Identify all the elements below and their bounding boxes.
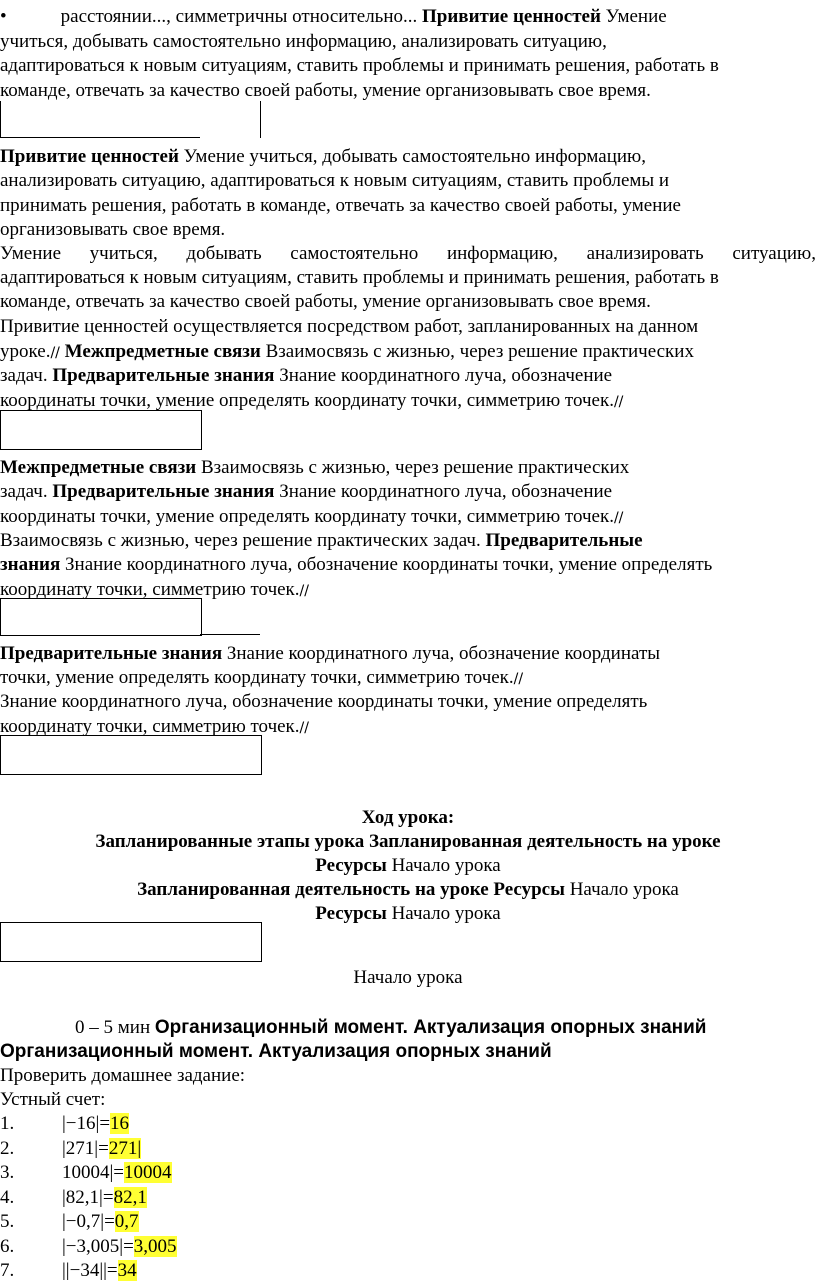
slash-glyph-icon: // <box>50 345 60 361</box>
para-3-line-5 <box>0 340 694 365</box>
heading-resources: Ресурсы <box>493 879 565 900</box>
slash-glyph-icon: // <box>299 720 309 736</box>
stage-title-repeat: Организационный момент. Актуализация опорных знаний <box>0 1041 552 1062</box>
stage-title: Организационный момент. Актуализация опорных знаний <box>154 1017 707 1038</box>
heading-activity: Запланированная деятельность на уроке <box>137 879 489 900</box>
heading-prior-knowledge: Предварительные знания <box>52 365 275 386</box>
heading-activity: Запланированная деятельность на уроке <box>369 831 721 852</box>
text-fragment: Начало урока <box>391 903 501 924</box>
para-2-line-4: организовывать свое время. <box>0 219 226 240</box>
text-fragment: координату точки, симметрию точек. <box>0 579 300 600</box>
empty-table-cell <box>0 922 262 962</box>
list-item: 5. |−0,7|=0,7 <box>0 1211 139 1232</box>
slash-glyph-icon: // <box>613 394 624 410</box>
para-4-line-2 <box>0 480 612 505</box>
para-1-line-3: адаптироваться к новым ситуациям, ставить проблемы и принимать решения, работать в <box>0 55 719 76</box>
para-3-line-4: Привитие ценностей осуществляется посредством работ, запланированных на данном <box>0 316 699 337</box>
text-fragment: Взаимосвязь с жизнью, через решение практических <box>200 457 630 478</box>
text-fragment: точки, умение определять координату точки, симметрию точек. <box>0 667 514 688</box>
text-fragment: координаты точки, умение определять координату точки, симметрию точек. <box>0 390 614 411</box>
list-item: 2. |271|=271| <box>0 1138 142 1159</box>
highlighted-answer: 16 <box>110 1113 130 1134</box>
para-5-line-1 <box>0 642 660 667</box>
list-item: 3. 10004|=10004 <box>0 1162 172 1183</box>
highlighted-answer: 10004 <box>124 1162 172 1183</box>
oral-count-label: Устный счет: <box>0 1089 106 1110</box>
empty-table-cell <box>0 735 262 775</box>
heading-resources: Ресурсы <box>315 855 387 876</box>
table-rule <box>260 101 261 138</box>
heading-resources: Ресурсы <box>315 903 387 924</box>
heading-prior-knowledge: Предварительные знания <box>52 481 275 502</box>
para-1-line-2: учиться, добывать самостоятельно информацию, анализировать ситуацию, <box>0 31 607 52</box>
list-item: 4. |82,1|=82,1 <box>0 1187 147 1208</box>
text-fragment: Знание координатного луча, обозначение координаты точки, умение определять <box>65 554 713 575</box>
para-4-line-4 <box>0 529 643 554</box>
highlighted-answer: 34 <box>117 1260 137 1281</box>
heading-prior-knowledge: Предварительные знания <box>0 643 223 664</box>
lesson-header-2 <box>0 854 816 879</box>
para-3-line-1: Умение учиться, добывать самостоятельно информацию, анализировать ситуацию, <box>0 243 816 264</box>
lesson-header-1 <box>0 830 816 855</box>
lesson-header-3 <box>0 878 816 903</box>
highlighted-answer: 82,1 <box>113 1187 147 1208</box>
slash-glyph-icon: // <box>513 671 524 687</box>
text-fragment: Начало урока <box>569 879 679 900</box>
list-item: 6. |−3,005|=3,005 <box>0 1236 177 1257</box>
list-item: 7. ||−34||=34 <box>0 1260 137 1281</box>
text-fragment: Умение <box>605 6 667 27</box>
text-fragment: задач. <box>0 365 48 386</box>
para-1-line-1 <box>0 5 667 30</box>
highlighted-answer: 3,005 <box>133 1236 177 1257</box>
text-fragment: Знание координатного луча, обозначение <box>279 365 613 386</box>
para-4-line-5 <box>0 553 712 578</box>
stage-time: 0 – 5 мин <box>75 1017 151 1038</box>
text-fragment: Взаимосвязь с жизнью, через решение практических <box>265 341 694 362</box>
lesson-title: Ход урока: <box>361 807 455 828</box>
text-fragment: задач. <box>0 481 48 502</box>
text-fragment: Умение учиться, добывать самостоятельно информацию, <box>183 146 646 167</box>
text-fragment: Знание координатного луча, обозначение <box>279 481 613 502</box>
para-2-line-3: принимать решения, работать в команде, отвечать за качество своей работы, умение <box>0 195 681 216</box>
bullet: • <box>0 6 7 27</box>
para-2-line-2: анализировать ситуацию, адаптироваться к новым ситуациям, ставить проблемы и <box>0 170 670 191</box>
text-fragment: координаты точки, умение определять координату точки, симметрию точек. <box>0 506 614 527</box>
heading-stages: Запланированные этапы урока <box>95 831 365 852</box>
empty-table-cell <box>0 598 202 636</box>
empty-table-cell <box>0 410 202 450</box>
table-rule <box>0 101 1 138</box>
text-fragment: Взаимосвязь с жизнью, через решение практических задач. <box>0 530 481 551</box>
para-3-line-3: команде, отвечать за качество своей работы, умение организовывать свое время. <box>0 291 651 312</box>
text-fragment: Начало урока <box>391 855 501 876</box>
table-rule <box>200 634 260 635</box>
heading-prior-knowledge: Предварительные <box>485 530 643 551</box>
para-1-line-4: команде, отвечать за качество своей работы, умение организовывать свое время. <box>0 80 651 101</box>
lesson-start: Начало урока <box>353 967 463 988</box>
heading-prior-knowledge: знания <box>0 554 61 575</box>
para-5-line-3: Знание координатного луча, обозначение координаты точки, умение определять <box>0 691 648 712</box>
heading-interdisciplinary: Межпредметные связи <box>0 457 197 478</box>
text-fragment: координату точки, симметрию точек. <box>0 716 300 737</box>
highlighted-answer: 0,7 <box>114 1211 139 1232</box>
para-5-line-2 <box>0 666 523 691</box>
heading-values: Привитие ценностей <box>0 146 179 167</box>
table-rule <box>0 137 200 138</box>
list-item: 1. |−16|=16 <box>0 1113 130 1134</box>
highlighted-answer: 271| <box>108 1138 142 1159</box>
heading-values: Привитие ценностей <box>422 6 601 27</box>
text-fragment: расстоянии..., симметричны относительно... <box>60 6 418 27</box>
slash-glyph-icon: // <box>299 583 309 599</box>
slash-glyph-icon: // <box>613 510 624 526</box>
para-3-line-6 <box>0 364 612 389</box>
text-fragment: Знание координатного луча, обозначение координаты <box>226 643 661 664</box>
heading-interdisciplinary: Межпредметные связи <box>64 341 261 362</box>
text-fragment: уроке. <box>0 341 51 362</box>
para-3-line-2: адаптироваться к новым ситуациям, ставить проблемы и принимать решения, работать в <box>0 267 719 288</box>
homework-line: Проверить домашнее задание: <box>0 1065 246 1086</box>
stage-heading <box>75 1016 707 1041</box>
para-4-line-3 <box>0 505 623 530</box>
para-2-line-1 <box>0 145 646 170</box>
para-4-line-1 <box>0 456 629 481</box>
